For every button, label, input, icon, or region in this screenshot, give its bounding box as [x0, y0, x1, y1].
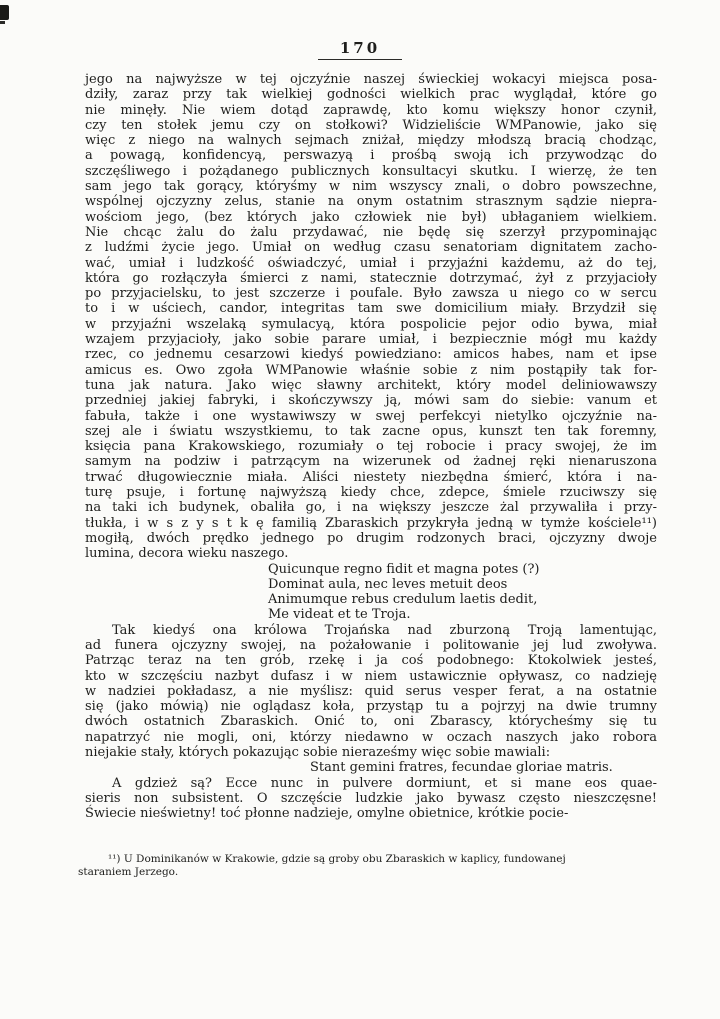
text-line: na taki ich budynek, obaliła go, i na większy jeszcze żal przywaliła i przy- — [85, 500, 657, 516]
text-line: Nie chcąc żalu do żalu przydawać, nie będę się szerzył przypominając — [85, 224, 657, 240]
text-line: trwać długowiecznie miała. Aliści niestety niezbędna śmierć, która i na- — [85, 469, 657, 485]
text-block — [85, 72, 657, 822]
footnote-line: staraniem Jerzego. — [78, 865, 179, 878]
page-number: 170 — [318, 39, 402, 60]
verse-line: Dominat aula, nec leves metuit deos — [268, 576, 508, 592]
text-line: nie minęły. Nie wiem dotąd zaprawdę, kto komu większy honor czynił, — [85, 102, 657, 118]
scan-ink-artifact — [0, 5, 9, 20]
text-line: wać, umiał i ludzkość oświadczyć, umiał i przyjaźni każdemu, aż do tej, — [85, 255, 657, 271]
text-line: jego na najwyższe w tej ojczyźnie naszej świeckiej wokacyi miejsca posa- — [85, 72, 657, 87]
verse-line: Quicunque regno fidit et magna potes (?) — [268, 561, 540, 577]
text-line: napatrzyć nie mogli, oni, którzy niedawno w oczach naszych jako robora — [85, 729, 657, 745]
text-line: z ludźmi życie jego. Umiał on według czasu senatoriam dignitatem zacho- — [85, 240, 657, 256]
text-line: czy ten stołek jemu czy on stołkowi? Widzieliście WMPanowie, jako się — [85, 117, 657, 133]
footnote-line: ¹¹) U Dominikanów w Krakowie, gdzie są groby obu Zbaraskich w kaplicy, fundowanej — [108, 853, 566, 865]
text-line: w przyjaźni wszelaką symulacyą, która pospolicie pejor odio bywa, miał — [85, 316, 657, 332]
text-line: księcia pana Krakowskiego, rozumiały o tej robocie i pracy swojej, że im — [85, 439, 657, 455]
text-line: mogiłą, dwóch prędko jednego po drugim rodzonych braci, ojczyzny dwoje — [85, 530, 657, 546]
footnote — [78, 853, 656, 878]
text-line: tłukła, i w s z y s t k ę familią Zbaraskich przykryła jedną w tymże kościele¹¹) — [85, 515, 657, 531]
paragraph-2 — [85, 623, 657, 761]
text-line: rzec, co jednemu cesarzowi kiedyś powiedziano: amicos habes, nam et ipse — [85, 347, 657, 363]
text-line: Świecie nieświetny! toć płonne nadzieje, omylne obietnice, krótkie pocie- — [85, 806, 569, 822]
text-line: a powagą, konfidencyą, perswazyą i prośbą swoją ich przywodząc do — [85, 148, 657, 164]
text-line: sieris non subsistent. O szczęście ludzkie jako bywasz często nieszczęsne! — [85, 790, 657, 806]
text-line: po przyjacielsku, to jest szczerze i poufale. Było zawsza u niego co w sercu — [85, 286, 657, 302]
text-line: więc z niego na walnych sejmach zniżał, między młodszą bracią chodząc, — [85, 133, 657, 149]
text-line: samym na podziw i patrzącym na wizerunek od żadnej ręki nienaruszona — [85, 454, 657, 470]
text-line: się (jako mówią) nie oglądasz koła, przystąp tu a pojrzyj na dwie trumny — [85, 699, 657, 715]
text-line: szczęśliwego i pożądanego publicznych konsultacyi skutku. I wierzę, że ten — [85, 163, 657, 179]
text-line: tuna jak natura. Jako więc sławny architekt, który model deliniowawszy — [85, 377, 657, 393]
text-line: wspólnej ojczyzny zelus, stanie na onym ostatnim strasznym sądzie niepra- — [85, 194, 657, 210]
text-line: turę psuje, i fortunę najwyższą kiedy chce, zdepce, śmiele rzuciwszy się — [85, 485, 657, 501]
text-line: A gdzież są? Ecce nunc in pulvere dormiunt, et si mane eos quae- — [112, 775, 657, 791]
text-line: Patrząc teraz na ten grób, rzekę i ja coś podobnego: Ktokolwiek jesteś, — [85, 653, 657, 669]
text-line: dwóch ostatnich Zbaraskich. Onić to, oni Zbarascy, którycheśmy się tu — [85, 714, 657, 730]
text-line: Tak kiedyś ona królowa Trojańska nad zburzoną Troją lamentując, — [112, 622, 657, 638]
text-line: niejakie stały, których pokazując sobie nieraześmy więc sobie mawiali: — [85, 745, 551, 761]
page-header — [0, 38, 720, 60]
text-line: która go rozłączyła śmierci z nami, statecznie dotrzymać, żył z przyjacioły — [85, 270, 657, 286]
text-line: sam jego tak gorący, któryśmy w nim wszyscy znali, o dobro powszechne, — [85, 179, 657, 195]
verse-line: Me videat et te Troja. — [268, 607, 411, 623]
text-line: kto w szczęściu nazbyt dufasz i w niem ustawicznie opływasz, co nadzieję — [85, 668, 657, 684]
text-line: przedniej jakiej fabryki, i skończywszy ją, mówi sam do siebie: vanum et — [85, 393, 657, 409]
latin-quote-line: Stant gemini fratres, fecundae gloriae matris. — [310, 760, 613, 776]
text-line: fabuła, także i one wystawiwszy w swej perfekcyi nietylko ojczyźnie na- — [85, 408, 657, 424]
text-line: to i w uściech, candor, integritas tam swe domicilium miały. Brzydził się — [85, 301, 657, 317]
verse-line: Animumque rebus credulum laetis dedit, — [268, 592, 538, 608]
latin-verse-block — [85, 562, 657, 623]
text-line: lumina, decora wieku naszego. — [85, 546, 289, 562]
text-line: ad funera ojczyzny swojej, na pożałowanie i politowanie jej lud zwoływa. — [85, 637, 657, 653]
text-line: dziły, zaraz przy tak wielkiej godności wielkich prac wyglądał, które go — [85, 87, 657, 103]
text-line: wzajem przyjacioły, jako sobie parare umiał, i bezpiecznie mógł mu każdy — [85, 332, 657, 348]
text-line: amicus es. Owo zgoła WMPanowie właśnie sobie z nim postąpiły tak for- — [85, 362, 657, 378]
text-line: w nadziei pokładasz, a nie myślisz: quid serus vesper ferat, a na ostatnie — [85, 683, 657, 699]
paragraph-3 — [85, 776, 657, 822]
text-line: szej ale i światu wszystkiemu, to tak zacne opus, kunszt ten tak foremny, — [85, 423, 657, 439]
text-line: wościom jego, (bez których jako człowiek nie był) ubłaganiem wielkiem. — [85, 209, 657, 225]
paragraph-1 — [85, 72, 657, 562]
